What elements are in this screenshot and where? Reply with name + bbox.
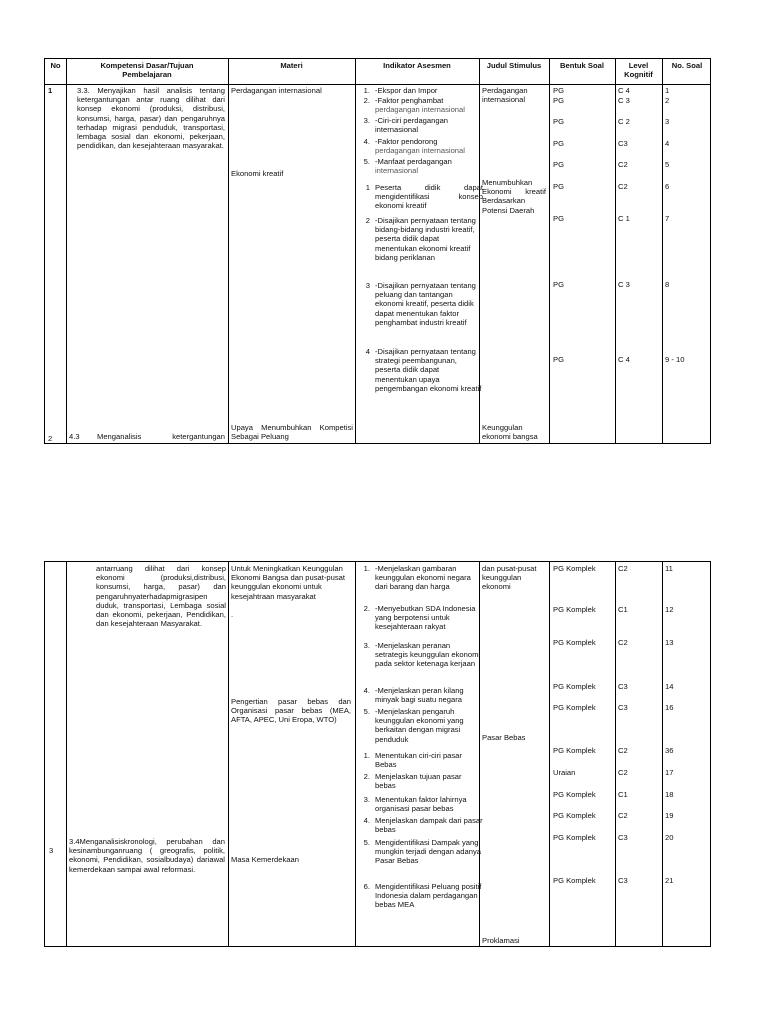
materi-dot: . xyxy=(231,610,234,619)
nomor-soal: 6 xyxy=(665,182,670,191)
header-bentuk: Bentuk Soal xyxy=(560,61,604,70)
nomor-soal: 5 xyxy=(665,160,670,169)
judul-perdagangan: Perdagangan internasional xyxy=(482,86,528,105)
header-kd-line2: Pembelajaran xyxy=(122,70,172,79)
level-kognitif: C 3 xyxy=(618,280,630,289)
nomor-soal: 20 xyxy=(665,833,674,842)
materi-pasar-bebas: Pengertian pasar bebas dan Organisasi pasar bebas (MEA, AFTA, APEC, Uni Eropa, WTO) xyxy=(231,697,351,725)
level-kognitif: C2 xyxy=(618,160,628,169)
bentuk-soal: PG Komplek xyxy=(553,811,596,820)
level-kognitif: C2 xyxy=(618,768,628,777)
bentuk-soal: PG xyxy=(553,96,564,105)
nomor-soal: 7 xyxy=(665,214,670,223)
bentuk-soal: PG xyxy=(553,280,564,289)
judul-pusat-keunggulan: dan pusat-pusat keunggulan ekonomi xyxy=(482,564,537,592)
header-nosoal: No. Soal xyxy=(671,61,703,70)
level-kognitif: C 4 xyxy=(618,355,630,364)
nomor-soal: 2 xyxy=(665,96,670,105)
level-kognitif: C 4 xyxy=(618,86,630,95)
table-page-2: antarruang dilihat dari konsep ekonomi (produksi,distribusi, konsumsi, harga, pasar) dan pengaruhnyaterhadapmigrasipen duduk, transportasi, Lembaga sosial dan ekonomi, pekerjaan, Pendidikan, dan kesejahteraan Masyarakat. 3 3.4Menganalisiskronologi, perubahan dan kesinambunganruang ( greografis, politik, ekonomi, Pendidikan, sosialbudaya) dariawal kemerdekaan sampai awal reformasi. Untuk Meningkatkan Keunggulan Ekonomi Bangsa dan pusat-pusat keunggulan ekonomi untuk kesejahtraan masyarakat . Pengertian pasar bebas dan Organisasi pasar bebas (MEA, AFTA, APEC, Uni Eropa, WTO) Masa Kemerdekaan 1. -Menjelaskan gambaran keunggulan ekonomi negara dari barang dan harga 2. -Menyebutkan SDA Indonesia yang berpotensi untuk kesejahteraan rakyat 3. -Menjelaskan peranan setrategis keunggulan ekonomi pada sektor ketenaga kerjaan 4. -Menjelaskan peran kilang minyak bagi suatu negara 5. -Menjelaskan pengaruh keunggulan ekonomi yang berkaitan dengan migrasi penduduk 1. Menentukan ciri-ciri pasar Bebas 2. Menjelaskan tujuan pasar bebas 3. Menentukan faktor lahirnya organisasi pasar bebas 4. Menjelaskan dampak dari pasar bebas 5. Mengidentifikasi Dampak yang mungkin terjadi dengan adanya Pasar Bebas 6. Mengidentifikasi Peluang positif Indonesia dalam perdagangan bebas MEA dan pusat-pusat keunggulan ekonomi Pasar Bebas Proklamasi PG Komplek PG Komplek PG Komplek PG Komplek PG Komplek PG Komplek Uraian PG Komplek PG Komplek PG Komplek PG Komplek C2 C1 C2 C3 C3 C2 C2 C1 C2 C3 C3 11 12 13 14 16 36 17 18 19 20 21 xyxy=(44,561,711,947)
nomor-soal: 9 - 10 xyxy=(665,355,685,364)
level-kognitif: C1 xyxy=(618,605,628,614)
materi-ekonomi-kreatif: Ekonomi kreatif xyxy=(231,169,284,178)
level-kognitif: C3 xyxy=(618,682,628,691)
nomor-soal: 16 xyxy=(665,703,674,712)
bentuk-soal: PG Komplek xyxy=(553,605,596,614)
judul-keunggulan: Keunggulan ekonomi bangsa xyxy=(482,423,538,442)
level-kognitif: C 2 xyxy=(618,117,630,126)
header-indikator: Indikator Asesmen xyxy=(383,61,451,70)
bentuk-soal: PG xyxy=(553,214,564,223)
level-kognitif: C1 xyxy=(618,790,628,799)
nomor-soal: 21 xyxy=(665,876,674,885)
nomor-soal: 1 xyxy=(665,86,670,95)
level-kognitif: C2 xyxy=(618,811,628,820)
header-level-line1: Level xyxy=(628,61,649,70)
row-number-3: 3 xyxy=(49,846,54,855)
bentuk-soal: PG xyxy=(553,139,564,148)
bentuk-soal: PG Komplek xyxy=(553,638,596,647)
row-number-2: 2 xyxy=(48,434,53,443)
level-kognitif: C 3 xyxy=(618,96,630,105)
bentuk-soal: PG xyxy=(553,355,564,364)
nomor-soal: 18 xyxy=(665,790,674,799)
nomor-soal: 8 xyxy=(665,280,670,289)
header-no: No xyxy=(50,61,61,70)
level-kognitif: C2 xyxy=(618,564,628,573)
judul-proklamasi: Proklamasi xyxy=(482,936,520,945)
row-number-1: 1 xyxy=(48,86,53,95)
level-kognitif: C 1 xyxy=(618,214,630,223)
nomor-soal: 4 xyxy=(665,139,670,148)
level-kognitif: C2 xyxy=(618,638,628,647)
materi-upaya: Upaya Menumbuhkan Kompetisi Sebagai Peluang xyxy=(231,423,353,442)
nomor-soal: 17 xyxy=(665,768,674,777)
bentuk-soal: PG Komplek xyxy=(553,876,596,885)
materi-perdagangan: Perdagangan internasional xyxy=(231,86,322,95)
level-kognitif: C3 xyxy=(618,876,628,885)
level-kognitif: C2 xyxy=(618,182,628,191)
kompetensi-dasar-3-4: 3.4Menganalisiskronologi, perubahan dan kesinambunganruang ( greografis, politik, ekonomi, Pendidikan, sosialbudaya) dariawal kemerdekaan sampai awal reformasi. xyxy=(69,837,225,874)
kompetensi-dasar-3-3: 3.3. Menyajikan hasil analisis tentang ketergantungan antar ruang dilihat dari konsep ekonomi (produksi, distribusi, konsumsi, harga, pasar) dan pengaruhnya terhadap migrasi penduduk, transportasi, lembaga sosial dan ekonomi, pekerjaan, pendidikan, dan kesejahteraan masyarakat. xyxy=(77,86,225,151)
nomor-soal: 11 xyxy=(665,564,673,573)
nomor-soal: 14 xyxy=(665,682,674,691)
bentuk-soal: PG Komplek xyxy=(553,682,596,691)
bentuk-soal: PG Komplek xyxy=(553,564,596,573)
judul-ekonomi-kreatif: Menumbuhkan Ekonomi kreatif Berdasarkan Potensi Daerah xyxy=(482,178,546,215)
header-judul: Judul Stimulus xyxy=(486,61,542,70)
header-materi: Materi xyxy=(280,61,303,70)
nomor-soal: 19 xyxy=(665,811,674,820)
kompetensi-dasar-4-3-cont: antarruang dilihat dari konsep ekonomi (produksi,distribusi, konsumsi, harga, pasar) dan pengaruhnyaterhadapmigrasipen duduk, transportasi, Lembaga sosial dan ekonomi, pekerjaan, Pendidikan, dan kesejahteraan Masyarakat. xyxy=(96,564,226,629)
bentuk-soal: Uraian xyxy=(553,768,576,777)
header-kd-line1: Kompetensi Dasar/Tujuan xyxy=(100,61,194,70)
kompetensi-dasar-4-3-number: 4.3 xyxy=(69,432,80,441)
nomor-soal: 12 xyxy=(665,605,674,614)
bentuk-soal: PG Komplek xyxy=(553,703,596,712)
bentuk-soal: PG xyxy=(553,182,564,191)
bentuk-soal: PG xyxy=(553,117,564,126)
bentuk-soal: PG Komplek xyxy=(553,833,596,842)
level-kognitif: C3 xyxy=(618,139,628,148)
bentuk-soal: PG Komplek xyxy=(553,746,596,755)
header-level-line2: Kognitif xyxy=(624,70,653,79)
level-kognitif: C2 xyxy=(618,746,628,755)
level-kognitif: C3 xyxy=(618,703,628,712)
table-page-1: No Kompetensi Dasar/Tujuan Pembelajaran Materi Indikator Asesmen Judul Stimulus Bentuk Soal Level Kognitif No. Soal 1 3.3. Menyajikan hasil analisis tentang ketergantungan antar ruang dilihat dari konsep ekonomi (produksi, distribusi, konsumsi, harga, pasar) dan pengaruhnya terhadap migrasi penduduk, transportasi, lembaga sosial dan ekonomi, pekerjaan, pendidikan, dan kesejahteraan masyarakat. Perdagangan internasional Ekonomi kreatif 1. -Ekspor dan Impor 2. -Faktor penghambat perdagangan internasional 3. -Ciri-ciri perdagangan internasional 4. -Faktor pendorong perdagangan internasional 5. -Manfaat perdagangan internasional 1 Peserta didik dapat mengidentifikasi konsep ekonomi kreatif 2 -Disajikan pernyataan tentang bidang-bidang industri kreatif, peserta didik dapat menentukan ekonomi kreatif bidang periklanan 3 -Disajikan pernyataan tentang peluang dan tantangan ekonomi kreatif, peserta didik dapat menentukan faktor penghambat industri kreatif 4 -Disajikan pernyataan tentang strategi peembangunan, peserta didik dapat menentukan upaya pengembangan ekonomi kreatif Perdagangan internasional Menumbuhkan Ekonomi kreatif Berdasarkan Potensi Daerah PG PG PG PG PG PG PG PG PG C 4 C 3 C 2 C3 C2 C2 C 1 C 3 C 4 1 2 3 4 5 6 7 8 9 - 10 2 4.3 Menganalisis ketergantungan Upaya Menumbuhkan Kompetisi Sebagai Peluang Keunggulan ekonomi bangsa xyxy=(44,58,711,444)
materi-masa-kemerdekaan: Masa Kemerdekaan xyxy=(231,855,299,864)
judul-pasar-bebas: Pasar Bebas xyxy=(482,733,526,742)
bentuk-soal: PG xyxy=(553,160,564,169)
nomor-soal: 13 xyxy=(665,638,674,647)
nomor-soal: 3 xyxy=(665,117,670,126)
kompetensi-dasar-4-3-text: Menganalisis ketergantungan xyxy=(97,432,225,441)
nomor-soal: 36 xyxy=(665,746,674,755)
materi-keunggulan: Untuk Meningkatkan Keunggulan Ekonomi Bangsa dan pusat-pusat keunggulan ekonomi untuk kesejahtraan masyarakat xyxy=(231,564,345,601)
bentuk-soal: PG Komplek xyxy=(553,790,596,799)
bentuk-soal: PG xyxy=(553,86,564,95)
level-kognitif: C3 xyxy=(618,833,628,842)
